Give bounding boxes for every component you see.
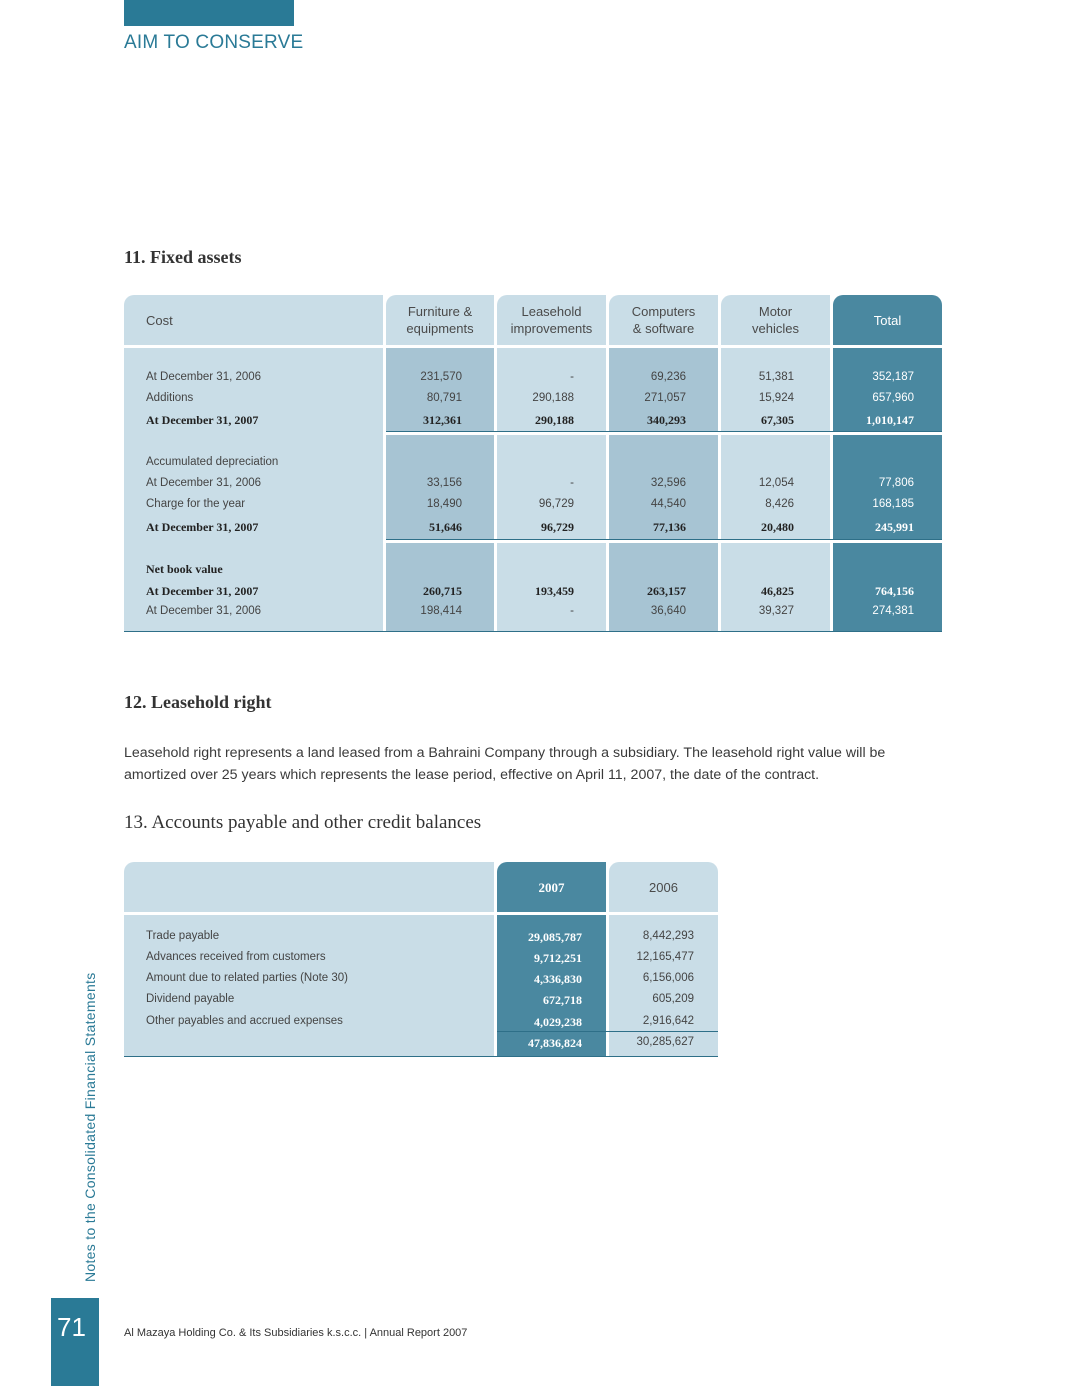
footer-text: Al Mazaya Holding Co. & Its Subsidiaries k.s.c.c. | Annual Report 2007 bbox=[124, 1327, 468, 1339]
fa-cell: 96,729 bbox=[538, 498, 574, 510]
fa-cell: 168,185 bbox=[872, 498, 914, 510]
fa-cell: 39,327 bbox=[758, 605, 794, 617]
header-color-bar bbox=[124, 0, 294, 26]
ap-cell: 672,718 bbox=[543, 993, 582, 1007]
fa-cell: - bbox=[570, 605, 574, 617]
fa-cell: 20,480 bbox=[761, 520, 794, 534]
fa-row-label: At December 31, 2006 bbox=[146, 605, 262, 617]
section-11-title: 11. Fixed assets bbox=[124, 247, 242, 267]
fa-cell: 312,361 bbox=[423, 413, 462, 427]
col-header-leasehold: Leasehold improvements bbox=[510, 304, 593, 336]
fa-cell: 77,136 bbox=[653, 520, 686, 534]
ap-cell: 9,712,251 bbox=[534, 951, 582, 965]
fa-cell: 657,960 bbox=[872, 392, 914, 404]
ap-cell: 2,916,642 bbox=[642, 1015, 694, 1027]
fa-cell: 764,156 bbox=[875, 584, 914, 598]
fa-cell: 36,640 bbox=[650, 605, 686, 617]
ap-subtotal-rule bbox=[497, 1031, 718, 1032]
ap-total-cell: 47,836,824 bbox=[528, 1036, 582, 1050]
ap-cell: 6,156,006 bbox=[642, 972, 694, 984]
fa-cell: 1,010,147 bbox=[866, 413, 914, 427]
section-12-title: 12. Leasehold right bbox=[124, 692, 272, 712]
ap-row-label: Amount due to related parties (Note 30) bbox=[146, 972, 349, 984]
ap-cell: 605,209 bbox=[652, 993, 694, 1005]
fa-cell: - bbox=[570, 371, 574, 383]
ap-cell: 8,442,293 bbox=[642, 930, 694, 942]
section-12-body: Leasehold right represents a land leased from a Bahraini Company through a subsidiary. The leasehold right value will be amortized over 25 years which represents the lease period, effective on April 11, 2007, the date of the contract. bbox=[124, 745, 886, 783]
fa-cell: 46,825 bbox=[761, 584, 794, 598]
section-13-title: 13. Accounts payable and other credit balances bbox=[124, 812, 482, 833]
fa-row-label: Charge for the year bbox=[146, 498, 246, 510]
fa-row-label: At December 31, 2007 bbox=[146, 520, 259, 534]
fa-row-label: Net book value bbox=[146, 562, 223, 576]
fa-cell: 274,381 bbox=[872, 605, 914, 617]
fa-cell: 260,715 bbox=[423, 584, 462, 598]
header-separator bbox=[124, 345, 942, 348]
fa-cell: - bbox=[570, 477, 574, 489]
fa-row-label: Additions bbox=[146, 392, 194, 404]
fa-cell: 198,414 bbox=[420, 605, 462, 617]
ap-row-label: Advances received from customers bbox=[146, 951, 326, 963]
fa-cell: 67,305 bbox=[761, 413, 794, 427]
fa-cell: 96,729 bbox=[541, 520, 574, 534]
ap-total-cell: 30,285,627 bbox=[636, 1036, 694, 1048]
fa-cell: 51,381 bbox=[758, 371, 794, 383]
fa-cell: 18,490 bbox=[426, 498, 462, 510]
fa-row-label: At December 31, 2006 bbox=[146, 371, 262, 383]
ap-row-label: Dividend payable bbox=[146, 993, 235, 1005]
col-header-cost: Cost bbox=[146, 312, 173, 328]
ap-header-separator bbox=[124, 912, 718, 915]
fa-row-label: Accumulated depreciation bbox=[146, 456, 279, 468]
ap-bottom-rule bbox=[124, 1056, 718, 1057]
fa-cell: 290,188 bbox=[532, 392, 574, 404]
ap-row-label: Other payables and accrued expenses bbox=[146, 1015, 343, 1027]
fa-cell: 290,188 bbox=[535, 413, 574, 427]
page-number: 71 bbox=[57, 1312, 86, 1342]
fa-cell: 340,293 bbox=[647, 413, 686, 427]
fa-cell: 77,806 bbox=[878, 477, 914, 489]
col-header-computers: Computers & software bbox=[631, 304, 696, 336]
fa-cell: 271,057 bbox=[644, 392, 686, 404]
ap-cell: 4,336,830 bbox=[534, 972, 582, 986]
fa-cell: 231,570 bbox=[420, 371, 462, 383]
ap-cell: 12,165,477 bbox=[636, 951, 694, 963]
fa-cell: 32,596 bbox=[650, 477, 686, 489]
fa-cell: 51,646 bbox=[429, 520, 462, 534]
ap-cell: 4,029,238 bbox=[534, 1015, 582, 1029]
fa-cell: 15,924 bbox=[758, 392, 794, 404]
fa-row-label: At December 31, 2007 bbox=[146, 584, 259, 598]
brand-title: AIM TO CONSERVE bbox=[124, 32, 304, 53]
fa-cell: 352,187 bbox=[872, 371, 914, 383]
fa-cell: 8,426 bbox=[765, 498, 794, 510]
ap-col-header-2007: 2007 bbox=[538, 879, 565, 895]
ap-cell: 29,085,787 bbox=[528, 930, 582, 944]
col-header-motor: Motor vehicles bbox=[752, 304, 799, 336]
fa-cell: 245,991 bbox=[875, 520, 914, 534]
col-header-total: Total bbox=[873, 312, 902, 328]
ap-row-label: Trade payable bbox=[146, 930, 220, 942]
sidebar-section-label: Notes to the Consolidated Financial Statements bbox=[82, 972, 98, 1282]
fa-cell: 263,157 bbox=[647, 584, 686, 598]
col-header-furniture: Furniture & equipments bbox=[406, 304, 474, 336]
fa-cell: 193,459 bbox=[535, 584, 574, 598]
fa-row-label: At December 31, 2006 bbox=[146, 477, 262, 489]
table-bottom-rule bbox=[124, 631, 942, 632]
fa-cell: 33,156 bbox=[426, 477, 462, 489]
fa-row-label: At December 31, 2007 bbox=[146, 413, 259, 427]
fa-cell: 44,540 bbox=[650, 498, 686, 510]
ap-col-header-2006: 2006 bbox=[649, 879, 678, 895]
fa-cell: 69,236 bbox=[650, 371, 686, 383]
fa-cell: 80,791 bbox=[426, 392, 462, 404]
fa-cell: 12,054 bbox=[758, 477, 794, 489]
